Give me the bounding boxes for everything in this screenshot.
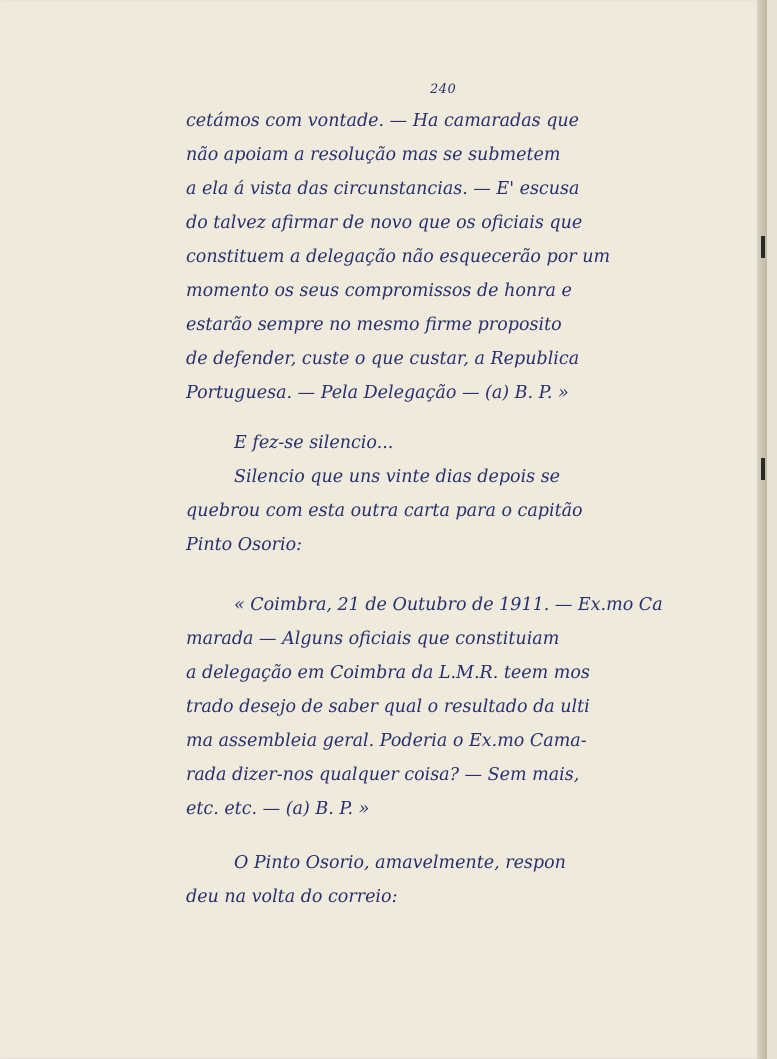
text-line: do talvez afirmar de novo que os oficiais que	[186, 213, 583, 233]
text-line: não apoiam a resolução mas se submetem	[186, 145, 561, 165]
edge-mark	[761, 236, 765, 258]
text-line: « Coimbra, 21 de Outubro de 1911. — Ex.mo Ca	[234, 595, 663, 615]
text-line: cetámos com vontade. — Ha camaradas que	[186, 111, 580, 131]
text-line: momento os seus compromissos de honra e	[186, 281, 572, 301]
text-line: a ela á vista das circunstancias. — E' escusa	[186, 179, 580, 199]
text-line: E fez-se silencio...	[234, 433, 394, 453]
text-line: de defender, custe o que custar, a Republica	[186, 349, 580, 369]
text-line: marada — Alguns oficiais que constituiam	[186, 629, 560, 649]
page-edge	[757, 0, 767, 1059]
text-line: quebrou com esta outra carta para o capitão	[186, 501, 583, 521]
text-line: rada dizer-nos qualquer coisa? — Sem mais,	[186, 765, 580, 785]
text-line: Pinto Osorio:	[186, 535, 303, 555]
text-line: deu na volta do correio:	[186, 887, 398, 907]
text-line: O Pinto Osorio, amavelmente, respon	[234, 853, 566, 873]
text-line: constituem a delegação não esquecerão por um	[186, 247, 611, 267]
text-line: etc. etc. — (a) B. P. »	[186, 799, 370, 819]
text-line: ma assembleia geral. Poderia o Ex.mo Cama-	[186, 731, 587, 751]
text-line: estarão sempre no mesmo firme proposito	[186, 315, 562, 335]
page-number: 240	[430, 82, 457, 97]
text-line: trado desejo de saber qual o resultado da ulti	[186, 697, 590, 717]
text-line: a delegação em Coimbra da L.M.R. teem mos	[186, 663, 590, 683]
text-line: Portuguesa. — Pela Delegação — (a) B. P. »	[186, 383, 569, 403]
edge-mark	[761, 458, 765, 480]
text-line: Silencio que uns vinte dias depois se	[234, 467, 561, 487]
